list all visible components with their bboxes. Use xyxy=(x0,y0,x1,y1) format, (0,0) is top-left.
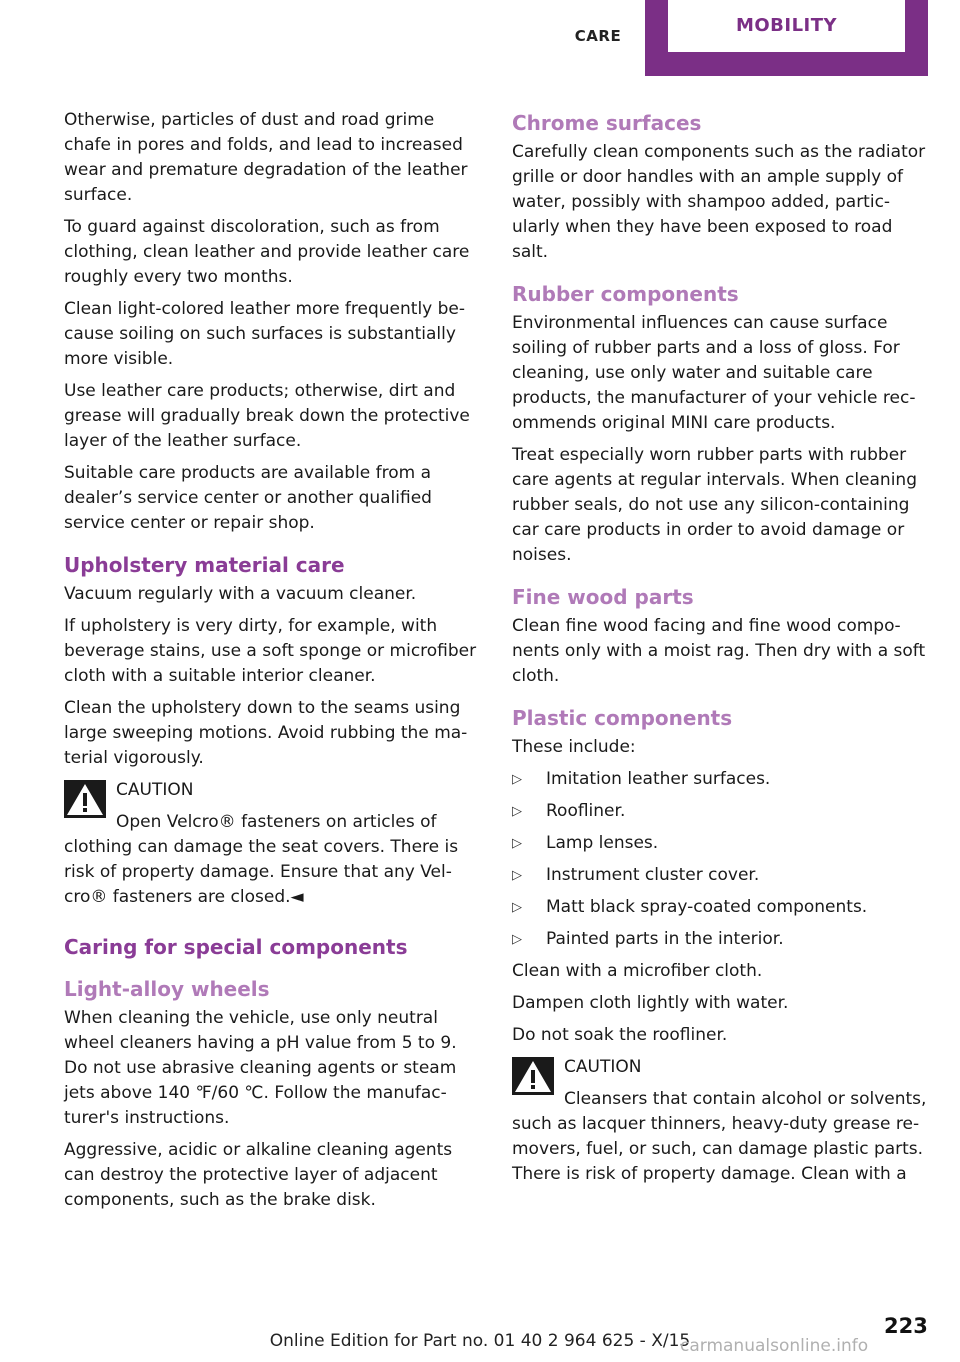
paragraph: Do not soak the roofliner. xyxy=(512,1025,728,1045)
heading-wood: Fine wood parts xyxy=(512,585,694,609)
paragraph: Vacuum regularly with a vacuum cleaner. xyxy=(64,584,417,604)
heading-upholstery: Upholstery material care xyxy=(64,553,345,577)
warning-triangle-icon xyxy=(64,780,106,818)
triangle-right-icon: ▷ xyxy=(512,868,522,883)
caution-box xyxy=(512,1055,928,1187)
caution-text: Open Velcro® fasteners on articles of clothing can damage the seat covers. There is risk of property damage. Ensure that any Velcro® fasteners are closed.◄ xyxy=(64,812,459,907)
triangle-right-icon: ▷ xyxy=(512,772,522,787)
caution-label: CAUTION xyxy=(564,1057,642,1077)
warning-triangle-icon xyxy=(512,1057,554,1095)
paragraph: Clean fine wood facing and fine wood components only with a moist rag. Then dry with a soft cloth. xyxy=(512,616,926,686)
list-item: ▷ Imitation leather surfaces. xyxy=(512,767,928,792)
caution-box xyxy=(64,778,484,910)
header-tab xyxy=(645,0,928,76)
footer-edition: Online Edition for Part no. 01 40 2 964 625 - X/15 xyxy=(269,1331,691,1351)
triangle-right-icon: ▷ xyxy=(512,932,522,947)
triangle-right-icon: ▷ xyxy=(512,804,522,819)
list-item: ▷ Matt black spray-coated components. xyxy=(512,895,928,920)
paragraph: Clean light-colored leather more frequently because soiling on such surfaces is substantially more visible. xyxy=(64,299,466,369)
paragraph: If upholstery is very dirty, for example, with beverage stains, use a soft sponge or microfiber cloth with a suitable interior cleaner. xyxy=(64,616,477,686)
paragraph: Clean the upholstery down to the seams using large sweeping motions. Avoid rubbing the material vigorously. xyxy=(64,698,468,768)
paragraph: These include: xyxy=(512,737,636,757)
heading-special-components: Caring for special components xyxy=(64,935,408,959)
paragraph: To guard against discoloration, such as from clothing, clean leather and provide leather care roughly every two months. xyxy=(64,217,470,287)
paragraph: Aggressive, acidic or alkaline cleaning agents can destroy the protective layer of adjacent components, such as the brake disk. xyxy=(64,1140,453,1210)
paragraph: Use leather care products; otherwise, dirt and grease will gradually break down the protective layer of the leather surface. xyxy=(64,381,470,451)
caution-text: Cleansers that contain alcohol or solvents, such as lacquer thinners, heavy-duty grease removers, fuel, or such, can damage plastic parts. There is risk of property damage. Clean with a xyxy=(512,1089,927,1184)
left-column xyxy=(64,108,484,1220)
right-column xyxy=(512,108,928,1194)
paragraph: Treat especially worn rubber parts with rubber care agents at regular intervals. When cleaning rubber seals, do not use any silicon-containing car care products in order to avoid damage or noises. xyxy=(512,445,917,565)
page-header xyxy=(0,0,960,80)
list-item: ▷ Instrument cluster cover. xyxy=(512,863,928,888)
heading-wheels: Light-alloy wheels xyxy=(64,977,270,1001)
list-item: ▷ Painted parts in the interior. xyxy=(512,927,928,952)
list-item: ▷ Roofliner. xyxy=(512,799,928,824)
paragraph: Clean with a microfiber cloth. xyxy=(512,961,763,981)
paragraph: Environmental influences can cause surface soiling of rubber parts and a loss of gloss. For cleaning, use only water and suitable care products, the manufacturer of your vehicle recommends original MINI care products. xyxy=(512,313,916,433)
heading-rubber: Rubber components xyxy=(512,282,739,306)
paragraph: Dampen cloth lightly with water. xyxy=(512,993,789,1013)
heading-plastic: Plastic components xyxy=(512,706,733,730)
paragraph: Otherwise, particles of dust and road grime chafe in pores and folds, and lead to increased wear and premature degradation of the leather surface. xyxy=(64,110,468,205)
caution-label: CAUTION xyxy=(116,780,194,800)
triangle-right-icon: ▷ xyxy=(512,900,522,915)
paragraph: Carefully clean components such as the radiator grille or door handles with an ample supply of water, possibly with shampoo added, particularly when they have been exposed to road salt. xyxy=(512,142,926,262)
paragraph: When cleaning the vehicle, use only neutral wheel cleaners having a pH value from 5 to 9. Do not use abrasive cleaning agents or steam jets above 140 ℉/60 ℃. Follow the manufacturer's instructions. xyxy=(64,1008,457,1128)
header-tab-label: MOBILITY xyxy=(668,0,905,52)
triangle-right-icon: ▷ xyxy=(512,836,522,851)
plastic-list xyxy=(512,767,928,952)
paragraph: Suitable care products are available from a dealer’s service center or another qualified service center or repair shop. xyxy=(64,463,432,533)
page-number: 223 xyxy=(884,1314,928,1338)
header-section-label: CARE xyxy=(574,27,622,45)
heading-chrome: Chrome surfaces xyxy=(512,111,702,135)
list-item: ▷ Lamp lenses. xyxy=(512,831,928,856)
watermark: carmanualsonline.info xyxy=(680,1336,869,1356)
